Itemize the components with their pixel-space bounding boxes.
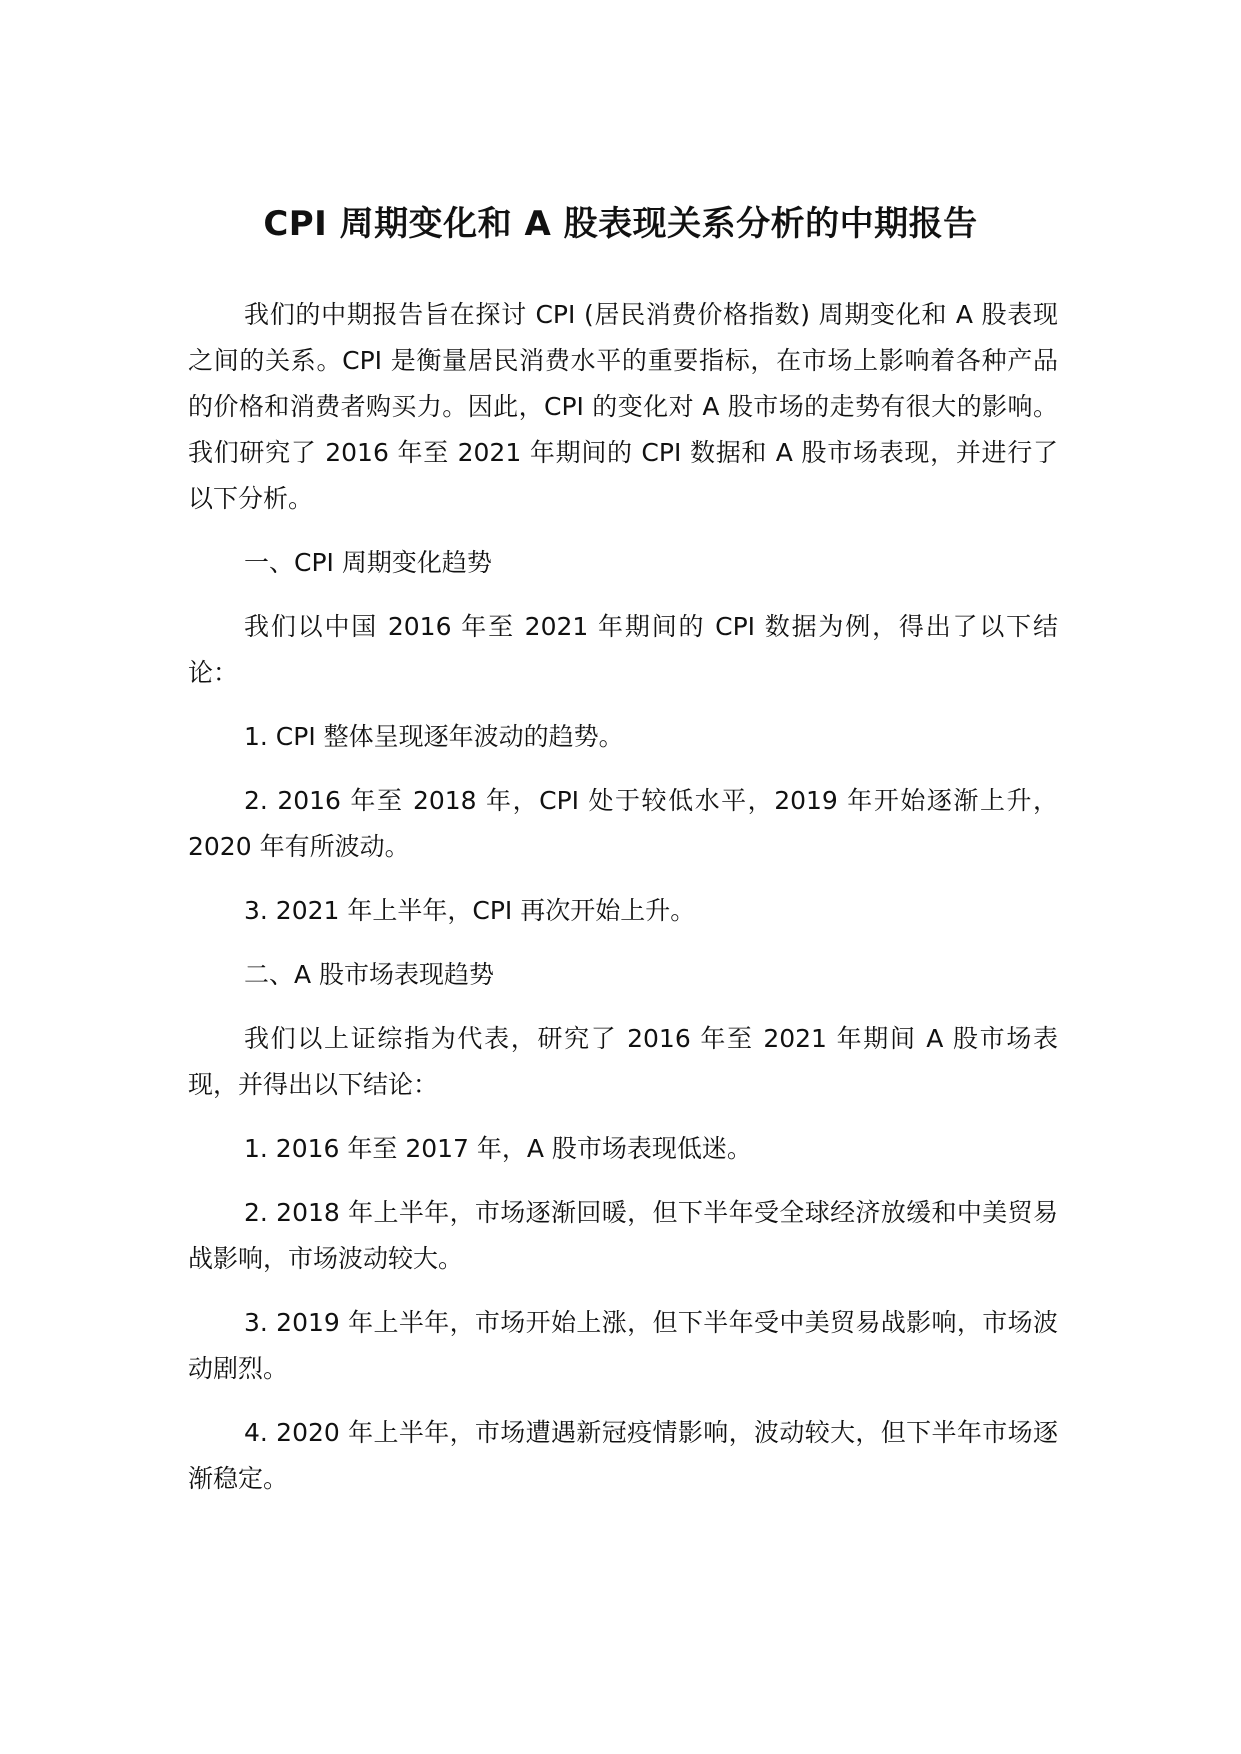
a-share-point-4: 4. 2020 年上半年，市场遭遇新冠疫情影响，波动较大，但下半年市场逐渐稳定。: [188, 1418, 1058, 1493]
document-body: [188, 292, 1058, 1520]
section-heading-a-share-trend: 二、A 股市场表现趋势: [244, 960, 495, 989]
a-share-point-3: 3. 2019 年上半年，市场开始上涨，但下半年受中美贸易战影响，市场波动剧烈。: [188, 1308, 1058, 1383]
cpi-point-1: 1. CPI 整体呈现逐年波动的趋势。: [244, 722, 624, 751]
intro-paragraph: 我们的中期报告旨在探讨 CPI (居民消费价格指数) 周期变化和 A 股表现之间的关系。CPI 是衡量居民消费水平的重要指标，在市场上影响着各种产品的价格和消费者购买力。因此，CPI 的变化对 A 股市场的走势有很大的影响。我们研究了 2016 年至 2021 年期间的 CPI 数据和 A 股市场表现，并进行了以下分析。: [188, 300, 1058, 513]
a-share-intro-paragraph: 我们以上证综指为代表，研究了 2016 年至 2021 年期间 A 股市场表现，并得出以下结论：: [188, 1024, 1058, 1099]
cpi-intro-paragraph: 我们以中国 2016 年至 2021 年期间的 CPI 数据为例，得出了以下结论：: [188, 612, 1058, 687]
document-title: CPI 周期变化和 A 股表现关系分析的中期报告: [263, 203, 978, 244]
a-share-point-2: 2. 2018 年上半年，市场逐渐回暖，但下半年受全球经济放缓和中美贸易战影响，市场波动较大。: [188, 1198, 1058, 1273]
cpi-point-3: 3. 2021 年上半年，CPI 再次开始上升。: [244, 896, 696, 925]
section-heading-cpi-trend: 一、CPI 周期变化趋势: [244, 548, 492, 577]
cpi-point-2: 2. 2016 年至 2018 年，CPI 处于较低水平，2019 年开始逐渐上升，2020 年有所波动。: [188, 786, 1058, 861]
a-share-point-1: 1. 2016 年至 2017 年，A 股市场表现低迷。: [244, 1134, 752, 1163]
